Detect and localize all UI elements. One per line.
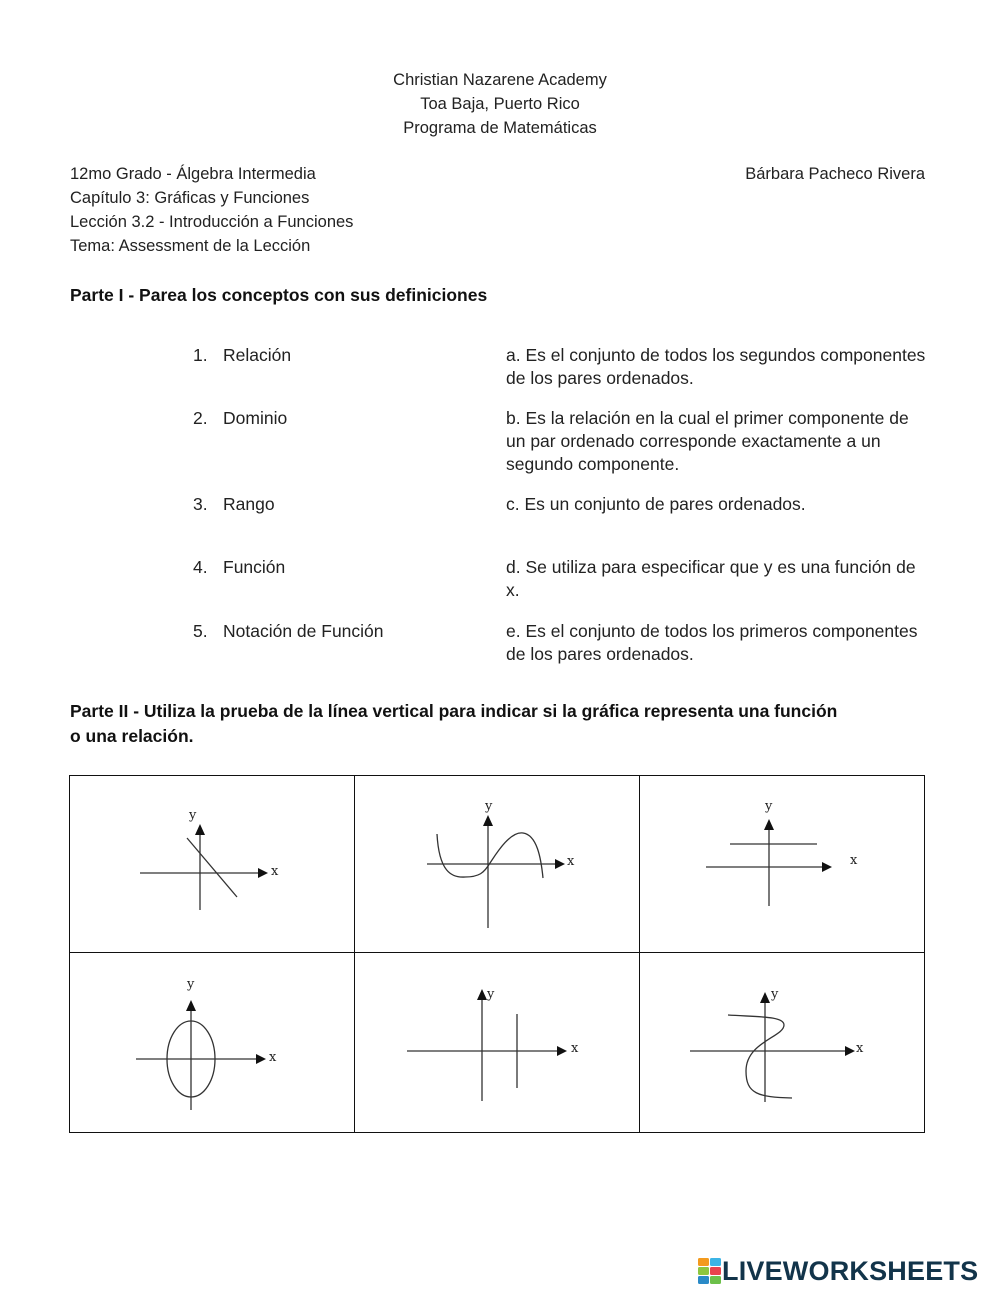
graph-ellipse [70,954,355,1132]
definition-text: c. Es un conjunto de pares ordenados. [506,494,806,514]
graph-s-curve [640,954,924,1132]
y-axis-label: y [765,799,773,815]
graph-cell [640,776,925,953]
course-info [70,162,353,258]
x-axis-label: x [567,854,575,870]
definition-text: e. Es el conjunto de todos los primeros componentes de los pares ordenados. [506,621,918,664]
item-number: 3. [193,494,208,514]
part1-title: Parte I - Parea los conceptos con sus definiciones [70,285,488,305]
graph-cell [70,776,355,953]
item-number: 5. [193,621,208,641]
school-header [0,68,1000,140]
y-axis-label: y [771,986,779,1002]
y-axis-label: y [189,808,197,824]
y-axis-label: y [487,986,495,1002]
liveworksheets-logo-icon [698,1257,722,1285]
definition-text: d. Se utiliza para especificar que y es una función de x. [506,557,916,600]
graph-diagonal-line [70,776,355,952]
part2-title-line2: o una relación. [70,726,194,746]
brand-name: LIVEWORKSHEETS [722,1255,979,1286]
x-axis-label: x [269,1049,277,1065]
y-axis-label: y [485,799,493,815]
item-number: 4. [193,557,208,577]
y-axis-label: y [187,976,195,992]
graph-vertical-line [355,954,640,1132]
graph-cell [640,953,925,1133]
term-label: Dominio [223,408,288,428]
part2-title [70,699,837,749]
graph-cubic-curve [355,776,640,952]
part2-title-line1: Parte II - Utiliza la prueba de la línea vertical para indicar si la gráfica representa una función [70,701,838,721]
x-axis-label: x [571,1040,579,1056]
definition-text: b. Es la relación en la cual el primer componente de un par ordenado corresponde exactamente a un segundo componente. [506,408,909,474]
graph-horizontal-line [640,776,924,952]
x-axis-label: x [271,864,279,880]
chapter-line: Capítulo 3: Gráficas y Funciones [70,189,310,207]
graph-cell [355,776,640,953]
item-number: 1. [193,345,208,365]
definition-text: a. Es el conjunto de todos los segundos componentes de los pares ordenados. [506,345,926,388]
topic-line: Tema: Assessment de la Lección [70,237,311,255]
graphs-table [69,775,925,1133]
graph-cell [355,953,640,1133]
grade-line: 12mo Grado - Álgebra Intermedia [70,165,316,183]
term-label: Función [223,557,286,577]
author-name: Bárbara Pacheco Rivera [745,165,925,183]
lesson-line: Lección 3.2 - Introducción a Funciones [70,213,354,231]
x-axis-label: x [850,853,858,869]
term-label: Notación de Función [223,621,384,641]
x-axis-label: x [856,1040,864,1056]
school-name: Christian Nazarene Academy [393,71,607,89]
term-label: Relación [223,345,292,365]
school-location: Toa Baja, Puerto Rico [420,95,580,113]
program-name: Programa de Matemáticas [403,119,597,137]
graph-cell [70,953,355,1133]
item-number: 2. [193,408,208,428]
term-label: Rango [223,494,275,514]
brand-logo [698,1256,978,1286]
